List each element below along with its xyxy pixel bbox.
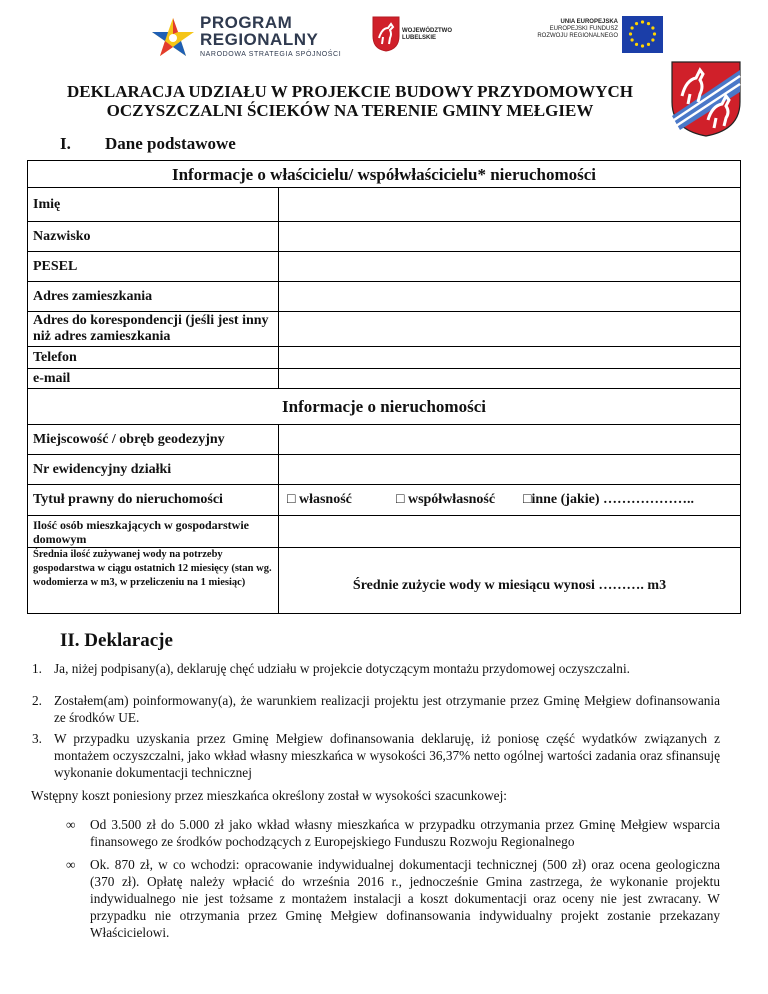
voivodeship-logo <box>372 16 482 56</box>
address-field[interactable] <box>279 282 740 311</box>
form-row-location <box>28 425 740 455</box>
form-row-parcel <box>28 455 740 485</box>
form-row-correspondence <box>28 312 740 347</box>
last-name-field[interactable] <box>279 222 740 251</box>
property-header: Informacje o nieruchomości <box>28 389 740 425</box>
program-logo-line1: PROGRAM <box>200 13 293 32</box>
form-row-pesel <box>28 252 740 282</box>
legal-title-label: Tytuł prawny do nieruchomości <box>28 485 279 515</box>
cost-item-1 <box>66 816 720 850</box>
declaration-text: Zostałem(am) poinformowany(a), że warunkiem realizacji projektu jest otrzymanie przez Gminę Mełgiew dofinansowania ze środków UE. <box>54 693 720 725</box>
cost-item-text: Ok. 870 zł, w co wchodzi: opracowanie indywidualnej dokumentacji technicznej (500 zł) oraz ocena geologiczna (370 zł). Opłatę należy wpłacić do września 2016 r., jednocześnie Gmina zastrzega, że wykonanie projektu indywidualnego nie jest tożsame z montażem instalacji a koszt dokumentacji oraz oceny nie jest zwracany. W przypadku nie otrzymania przez Gminę Mełgiew dofinansowania indywidualny projekt zostanie przekazany Właścicielowi. <box>90 857 720 940</box>
voivodeship-line1: WOJEWÓDZTWO <box>402 28 452 34</box>
declaration-item-3 <box>32 730 720 781</box>
legal-title-options <box>279 485 740 515</box>
owner-header: Informacje o właścicielu/ współwłaścicielu* nieruchomości <box>28 161 740 188</box>
cost-item-2 <box>66 856 720 941</box>
address-label: Adres zamieszkania <box>28 282 279 311</box>
location-field[interactable] <box>279 425 740 454</box>
infinity-bullet-icon: ∞ <box>66 817 76 832</box>
eu-logo <box>498 16 668 56</box>
program-logo-line2: REGIONALNY <box>200 30 319 49</box>
location-label: Miejscowość / obręb geodezyjny <box>28 425 279 454</box>
declaration-number: 1. <box>32 661 42 676</box>
phone-label: Telefon <box>28 347 279 368</box>
last-name-label: Nazwisko <box>28 222 279 251</box>
correspondence-field[interactable] <box>279 312 740 346</box>
voivodeship-line2: LUBELSKIE <box>402 35 437 41</box>
declaration-text: W przypadku uzyskania przez Gminę Mełgiew dofinansowania deklaruję, iż poniosę część wydatków związanych z montażem oczyszczalni, jako wkład własny mieszkańca w wysokości 36,37% netto ogólnej wartości zadania oraz sfinansuję wykonanie dokumentacji technicznej <box>54 731 720 780</box>
co-ownership-checkbox[interactable]: □ współwłasność <box>396 492 496 507</box>
section1-number: I. <box>60 134 71 153</box>
form-row-phone <box>28 347 740 369</box>
form-row-water-usage <box>28 548 740 613</box>
residents-label: Ilość osób mieszkających w gospodarstwie domowym <box>28 516 279 547</box>
form-row-legal-title <box>28 485 740 516</box>
declaration-number: 2. <box>32 693 42 708</box>
infinity-bullet-icon: ∞ <box>66 857 76 872</box>
eu-line3: ROZWOJU REGIONALNEGO <box>537 33 618 39</box>
parcel-label: Nr ewidencyjny działki <box>28 455 279 484</box>
title-line2: OCZYSZCZALNI ŚCIEKÓW NA TERENIE GMINY MEŁGIEW <box>106 101 594 120</box>
program-logo-line3: NARODOWA STRATEGIA SPÓJNOŚCI <box>200 51 342 58</box>
program-star-icon <box>150 16 196 60</box>
declaration-text: Ja, niżej podpisany(a), deklaruję chęć udziału w projekcie dotyczącym montażu przydomowej oczyszczalni. <box>54 661 630 676</box>
document-title <box>40 82 660 120</box>
declaration-item-1 <box>32 660 720 677</box>
first-name-field[interactable] <box>279 188 740 221</box>
email-field[interactable] <box>279 369 740 388</box>
declaration-number: 3. <box>32 731 42 746</box>
section1-label: Dane podstawowe <box>105 134 236 153</box>
declaration-form-table <box>27 160 741 614</box>
pesel-label: PESEL <box>28 252 279 281</box>
section2-heading: II. Deklaracje <box>60 630 173 651</box>
ownership-checkbox[interactable]: □ własność <box>287 492 352 507</box>
water-usage-text: Średnie zużycie wody w miesiącu wynosi ………. m3 <box>352 577 667 593</box>
gmina-crest-icon <box>668 58 744 138</box>
form-row-first-name <box>28 188 740 222</box>
voivodeship-shield-icon <box>372 16 400 52</box>
correspondence-label: Adres do korespondencji (jeśli jest inny niż adres zamieszkania <box>28 312 279 346</box>
cost-item-text: Od 3.500 zł do 5.000 zł jako wkład własny mieszkańca w przypadku otrzymania przez Gminę Mełgiew wsparcia finansowego ze środków pochodzących z Europejskiego Funduszu Rozwoju Regionalnego <box>90 817 720 849</box>
parcel-field[interactable] <box>279 455 740 484</box>
eu-line1: UNIA EUROPEJSKA <box>560 19 618 25</box>
form-row-last-name <box>28 222 740 252</box>
form-row-residents <box>28 516 740 548</box>
eu-line2: EUROPEJSKI FUNDUSZ <box>549 26 618 32</box>
eu-flag-icon <box>622 16 663 53</box>
program-regionalny-logo <box>150 14 355 62</box>
cost-intro: Wstępny koszt poniesiony przez mieszkańca określony został w wysokości szacunkowej: <box>31 788 507 803</box>
residents-field[interactable] <box>279 516 740 547</box>
form-row-address <box>28 282 740 312</box>
water-usage-field[interactable] <box>279 548 740 613</box>
declaration-item-2 <box>32 692 720 726</box>
phone-field[interactable] <box>279 347 740 368</box>
first-name-label: Imię <box>28 188 279 221</box>
email-label: e-mail <box>28 369 279 388</box>
pesel-field[interactable] <box>279 252 740 281</box>
water-usage-label: Średnia ilość zużywanej wody na potrzeby gospodarstwa w ciągu ostatnich 12 miesięcy (stan wg. wodomierza w m3, w przeliczeniu na 1 miesiąc) <box>28 548 279 613</box>
section1-heading <box>60 134 236 154</box>
title-line1: DEKLARACJA UDZIAŁU W PROJEKCIE BUDOWY PRZYDOMOWYCH <box>67 82 633 101</box>
other-title-checkbox[interactable]: □inne (jakie) ……………….. <box>523 492 695 507</box>
form-row-email <box>28 369 740 389</box>
